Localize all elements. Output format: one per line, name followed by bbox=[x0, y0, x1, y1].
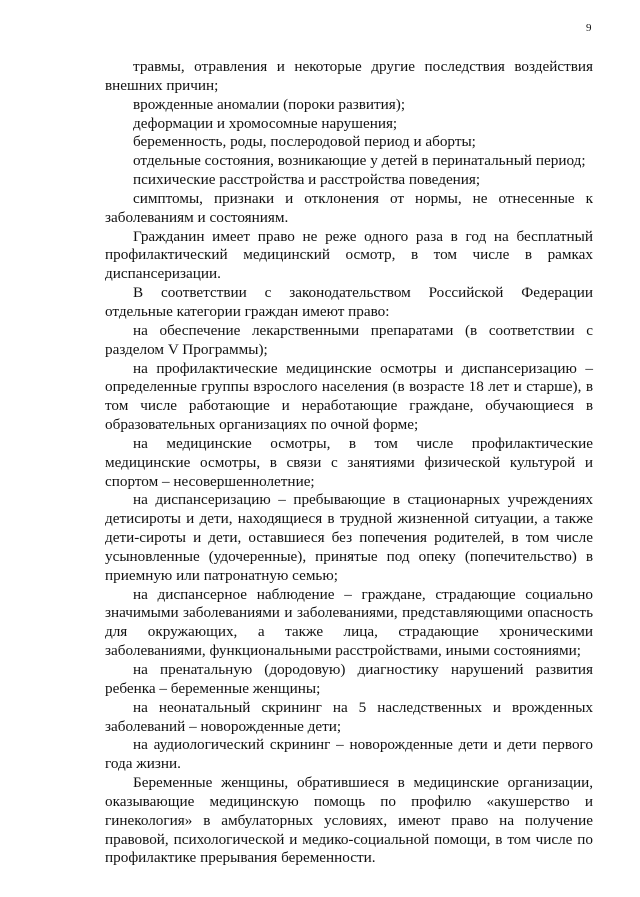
body-text bbox=[105, 58, 593, 868]
paragraph-neonatal-screening: на неонатальный скрининг на 5 наследственных и врожденных заболеваний – новорожденные дети; bbox=[105, 698, 593, 735]
paragraph-pregnancy: беременность, роды, послеродовой период и аборты; bbox=[133, 133, 476, 151]
paragraph-congenital-anomalies: врожденные аномалии (пороки развития); bbox=[133, 95, 406, 113]
paragraph-pregnant-women-rights: Беременные женщины, обратившиеся в медицинские организации, оказывающие медицинскую помощь по профилю «акушерство и гинекология» в амбулаторных условиях, имеют право на получение правовой, психологической и медико-социальной помощи, в том числе по профилактике прерывания беременности. bbox=[105, 774, 593, 867]
paragraph-chromosomal-disorders: деформации и хромосомные нарушения; bbox=[133, 114, 398, 132]
paragraph-perinatal: отдельные состояния, возникающие у детей в перинатальный период; bbox=[133, 152, 586, 170]
paragraph-orphan-screening: на диспансеризацию – пребывающие в стационарных учреждениях детисироты и дети, находящиеся в трудной жизненной ситуации, а также дети-сироты и дети, оставшиеся без попечения родителей, в том числе усыновленные (удочеренные), принятые под опеку (попечительство) в приемную или патронатную семью; bbox=[105, 491, 593, 584]
paragraph-audiology-screening: на аудиологический скрининг – новорожденные дети и дети первого года жизни. bbox=[105, 736, 593, 773]
paragraph-symptoms: симптомы, признаки и отклонения от нормы, не отнесенные к заболеваниям и состояниям. bbox=[105, 189, 593, 226]
paragraph-sports-exams: на медицинские осмотры, в том числе профилактические медицинские осмотры, в связи с занятиями физической культурой и спортом – несовершеннолетние; bbox=[105, 434, 593, 490]
paragraph-medicines: на обеспечение лекарственными препаратами (в соответствии с разделом V Программы); bbox=[105, 321, 593, 358]
page-number: 9 bbox=[586, 22, 592, 34]
paragraph-dispensary-observation: на диспансерное наблюдение – граждане, страдающие социально значимыми заболеваниями и заболеваниями, представляющими опасность для окружающих, а также лица, страдающие хроническими заболеваниями, функциональными расстройствами, иными состояниями; bbox=[105, 585, 593, 660]
paragraph-prenatal-diagnostics: на пренатальную (дородовую) диагностику нарушений развития ребенка – беременные женщины; bbox=[105, 661, 593, 697]
paragraph-annual-checkup: Гражданин имеет право не реже одного раза в год на бесплатный профилактический медицинский осмотр, в том числе в рамках диспансеризации. bbox=[105, 227, 593, 283]
paragraph-categories-intro: В соответствии с законодательством Российской Федерации отдельные категории граждан имеют право: bbox=[105, 284, 593, 320]
paragraph-preventive-exams: на профилактические медицинские осмотры и диспансеризацию –определенные группы взрослого населения (в возрасте 18 лет и старше), в том числе работающие и неработающие граждане, обучающиеся в образовательных организациях по очной форме; bbox=[105, 359, 593, 434]
paragraph-external-causes: травмы, отравления и некоторые другие последствия воздействия внешних причин; bbox=[105, 58, 593, 94]
paragraph-mental-disorders: психические расстройства и расстройства поведения; bbox=[133, 171, 481, 189]
